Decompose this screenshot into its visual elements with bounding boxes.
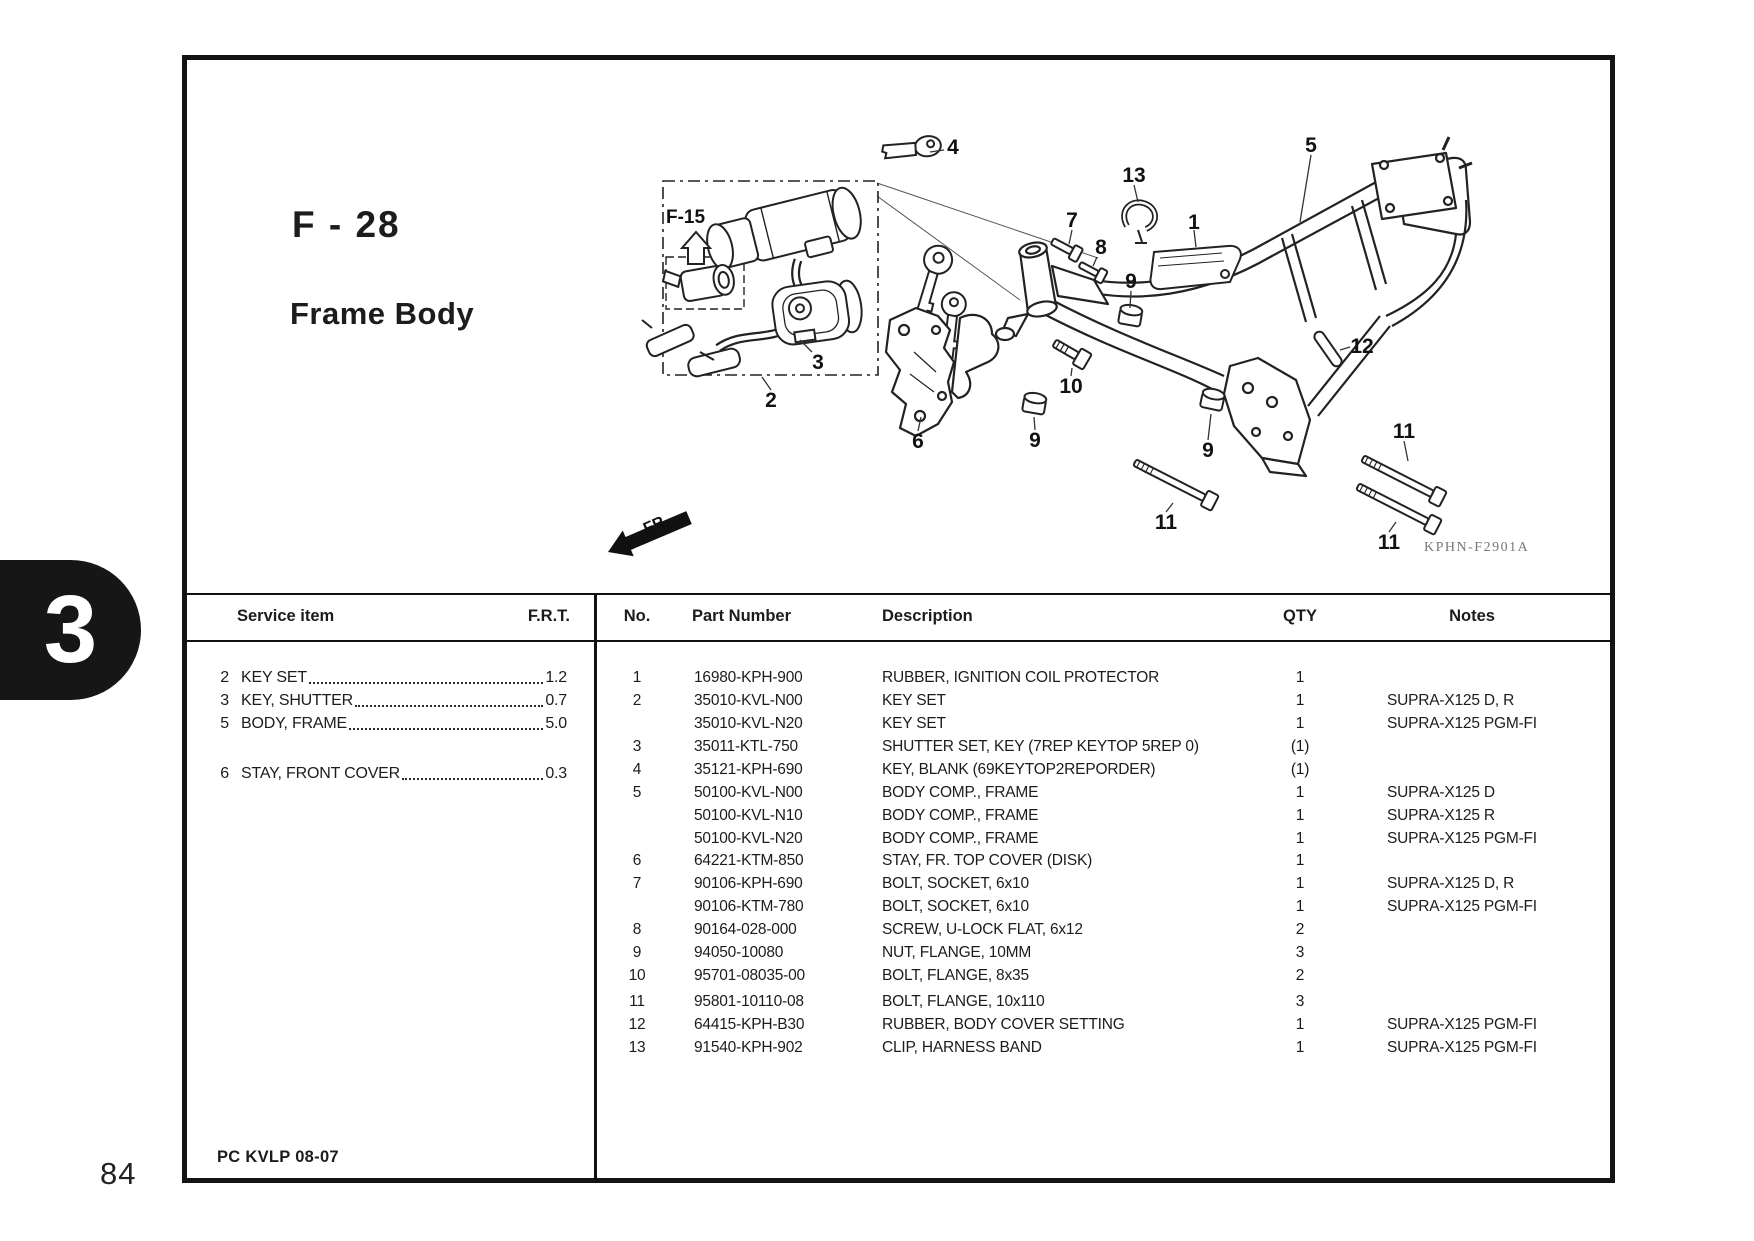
- part-description: KEY SET: [882, 692, 946, 709]
- bolt-10-drawing: [1050, 335, 1092, 370]
- part-notes: SUPRA-X125 D, R: [1387, 692, 1515, 709]
- callout-label: 10: [1059, 375, 1083, 398]
- chapter-tab-number: 3: [43, 576, 98, 683]
- parts-table-row: [0, 1013, 1615, 1036]
- part-qty: 1: [1295, 875, 1305, 892]
- parts-table-row: [0, 872, 1615, 895]
- part-description: BOLT, SOCKET, 6x10: [882, 898, 1029, 915]
- parts-table-row: [0, 735, 1615, 758]
- callout-label: 1: [1188, 211, 1200, 234]
- table-top-rule: [182, 593, 1615, 595]
- part-notes: SUPRA-X125 D: [1387, 784, 1495, 801]
- part-qty: 1: [1295, 1016, 1305, 1033]
- part-notes: SUPRA-X125 PGM-FI: [1387, 715, 1537, 732]
- parts-table-row: [0, 1036, 1615, 1059]
- part-number: 50100-KVL-N10: [694, 807, 803, 824]
- part-number: 35010-KVL-N00: [694, 692, 803, 709]
- wire-connector: [645, 323, 696, 358]
- part-qty: 1: [1295, 898, 1305, 915]
- frame-body-diagram: [590, 80, 1615, 590]
- callout-label: 6: [912, 430, 924, 453]
- part-ref-no: 12: [628, 1016, 646, 1033]
- parts-table-row: [0, 827, 1615, 850]
- service-frt-value: 1.2: [545, 669, 567, 686]
- part-description: SHUTTER SET, KEY (7REP KEYTOP 5REP 0): [882, 738, 1199, 755]
- part-ref-no: 6: [632, 852, 642, 869]
- wire-connector: [687, 347, 742, 378]
- lock-cylinder-drawing: [661, 259, 736, 305]
- part-description: STAY, FR. TOP COVER (DISK): [882, 852, 1093, 869]
- parts-table-row: [0, 781, 1615, 804]
- parts-table-row: [0, 895, 1615, 918]
- part-number: 90106-KPH-690: [694, 875, 803, 892]
- part-description: BODY COMP., FRAME: [882, 807, 1039, 824]
- nut-9-drawing: [1022, 391, 1047, 415]
- service-ref-no: 3: [220, 692, 229, 709]
- shutter-set-illustration: [770, 277, 865, 347]
- callout-leader-line: [1340, 347, 1350, 350]
- ref-box-label: F-15: [666, 207, 706, 228]
- part-ref-no: 5: [632, 784, 642, 801]
- part-number: 35121-KPH-690: [694, 761, 803, 778]
- part-description: BODY COMP., FRAME: [882, 830, 1039, 847]
- part-qty: 1: [1295, 669, 1305, 686]
- part-description: CLIP, HARNESS BAND: [882, 1039, 1042, 1056]
- part-qty: 1: [1295, 692, 1305, 709]
- part-number: 50100-KVL-N20: [694, 830, 803, 847]
- part-qty: (1): [1290, 761, 1310, 778]
- bolt-11-drawing: [1131, 455, 1219, 511]
- stay-bracket-illustration: [886, 308, 998, 436]
- callout-leader-line: [1208, 414, 1211, 440]
- part-qty: 1: [1295, 1039, 1305, 1056]
- parts-table-row: [0, 964, 1615, 987]
- nut-9-drawing: [1200, 387, 1226, 411]
- part-qty: 3: [1295, 944, 1305, 961]
- service-ref-no: 2: [220, 669, 229, 686]
- parts-table-row: [0, 758, 1615, 781]
- part-number: 90164-028-000: [694, 921, 797, 938]
- callout-leader-line: [1300, 155, 1311, 222]
- parts-table-row: [0, 849, 1615, 872]
- part-notes: SUPRA-X125 PGM-FI: [1387, 830, 1537, 847]
- part-qty: 1: [1295, 830, 1305, 847]
- part-description: RUBBER, IGNITION COIL PROTECTOR: [882, 669, 1160, 686]
- part-number: 35011-KTL-750: [694, 738, 798, 755]
- service-item-name: STAY, FRONT COVER: [241, 765, 400, 782]
- parts-table-row: [0, 666, 1615, 689]
- part-notes: SUPRA-X125 PGM-FI: [1387, 898, 1537, 915]
- callout-label: 5: [1305, 134, 1317, 157]
- rubber-protector-1-drawing: [1150, 246, 1240, 289]
- callout-label: 9: [1125, 270, 1137, 293]
- page-title: Frame Body: [290, 296, 475, 331]
- part-number: 94050-10080: [694, 944, 784, 961]
- part-notes: SUPRA-X125 PGM-FI: [1387, 1039, 1537, 1056]
- part-number: 95801-10110-08: [694, 993, 804, 1010]
- part-description: SCREW, U-LOCK FLAT, 6x12: [882, 921, 1083, 938]
- no-header: No.: [623, 607, 651, 625]
- part-ref-no: 9: [632, 944, 642, 961]
- parts-table-row: [0, 689, 1615, 712]
- rubber-12-drawing: [1312, 330, 1343, 369]
- parts-table-row: [0, 941, 1615, 964]
- callout-label: 2: [765, 389, 777, 412]
- callout-label: 13: [1122, 164, 1146, 187]
- fr-label: FR.: [640, 511, 672, 538]
- service-frt-value: 5.0: [545, 715, 567, 732]
- callout-label: 8: [1095, 236, 1107, 259]
- section-code: F - 28: [292, 204, 401, 245]
- part-qty: 1: [1295, 715, 1305, 732]
- part-number: 64415-KPH-B30: [694, 1016, 805, 1033]
- part-qty: 3: [1295, 993, 1305, 1010]
- part-description: BOLT, SOCKET, 6x10: [882, 875, 1029, 892]
- footer-code: PC KVLP 08-07: [217, 1148, 339, 1166]
- callout-label: 4: [947, 136, 959, 159]
- page-number: 84: [100, 1156, 137, 1191]
- callout-label: 7: [1066, 209, 1078, 232]
- service-ref-no: 6: [220, 765, 229, 782]
- qty-header: QTY: [1283, 607, 1317, 625]
- part-ref-no: 13: [628, 1039, 646, 1056]
- part-qty: 1: [1295, 852, 1305, 869]
- callout-label: 3: [812, 351, 824, 374]
- part-description: BOLT, FLANGE, 10x110: [882, 993, 1045, 1010]
- part-ref-no: 11: [629, 993, 645, 1010]
- ref-box: [666, 207, 710, 264]
- part-description: NUT, FLANGE, 10MM: [882, 944, 1032, 961]
- callout-label: 9: [1029, 429, 1041, 452]
- service-item-name: BODY, FRAME: [241, 715, 347, 732]
- part-number: 35010-KVL-N20: [694, 715, 803, 732]
- part-qty: 2: [1295, 967, 1305, 984]
- parts-table-row: [0, 712, 1615, 735]
- frt-header: F.R.T.: [527, 607, 570, 625]
- part-ref-no: 2: [632, 692, 642, 709]
- service-item-name: KEY SET: [241, 669, 307, 686]
- table-header-rule: [182, 640, 1615, 642]
- part-ref-no: 3: [632, 738, 642, 755]
- callout-label: 11: [1392, 420, 1416, 443]
- service-item-name: KEY, SHUTTER: [241, 692, 353, 709]
- clip-13-drawing: [1124, 202, 1155, 243]
- callout-leader-line: [1069, 230, 1072, 244]
- callout-label: 11: [1377, 531, 1401, 554]
- part-qty: 1: [1295, 807, 1305, 824]
- part-notes: SUPRA-X125 R: [1387, 807, 1495, 824]
- parts-table-row: [0, 990, 1615, 1013]
- part-number-header: Part Number: [692, 607, 792, 625]
- part-number: 95701-08035-00: [694, 967, 805, 984]
- part-number: 90106-KTM-780: [694, 898, 804, 915]
- service-item-header: Service item: [237, 607, 335, 625]
- part-description: BOLT, FLANGE, 8x35: [882, 967, 1029, 984]
- part-description: RUBBER, BODY COVER SETTING: [882, 1016, 1125, 1033]
- up-arrow-icon: [682, 232, 710, 264]
- part-qty: 2: [1295, 921, 1305, 938]
- fr-direction-arrow: [603, 505, 695, 565]
- description-header: Description: [882, 607, 973, 625]
- part-description: KEY SET: [882, 715, 946, 732]
- callout-leader-line: [1134, 185, 1138, 202]
- part-description: BODY COMP., FRAME: [882, 784, 1039, 801]
- service-frt-value: 0.7: [545, 692, 567, 709]
- part-description: KEY, BLANK (69KEYTOP2REPORDER): [882, 761, 1156, 778]
- part-qty: (1): [1290, 738, 1310, 755]
- part-notes: SUPRA-X125 PGM-FI: [1387, 1016, 1537, 1033]
- parts-table-row: [0, 804, 1615, 827]
- notes-header: Notes: [1449, 607, 1495, 625]
- part-number: 91540-KPH-902: [694, 1039, 803, 1056]
- part-number: 16980-KPH-900: [694, 669, 803, 686]
- callout-label: 12: [1350, 335, 1374, 358]
- callout-label: 9: [1202, 439, 1214, 462]
- part-ref-no: 10: [628, 967, 646, 984]
- parts-table-row: [0, 918, 1615, 941]
- service-ref-no: 5: [220, 715, 229, 732]
- part-notes: SUPRA-X125 D, R: [1387, 875, 1515, 892]
- part-ref-no: 8: [632, 921, 642, 938]
- part-number: 64221-KTM-850: [694, 852, 804, 869]
- part-ref-no: 1: [632, 669, 642, 686]
- bolt-7-drawing: [1049, 234, 1083, 262]
- callout-label: 11: [1154, 511, 1178, 534]
- part-ref-no: 4: [632, 761, 642, 778]
- part-number: 50100-KVL-N00: [694, 784, 803, 801]
- drawing-code: KPHN-F2901A: [1424, 540, 1530, 555]
- part-ref-no: 7: [632, 875, 642, 892]
- key-blank-illustration: [881, 134, 942, 162]
- service-frt-value: 0.3: [545, 765, 567, 782]
- part-qty: 1: [1295, 784, 1305, 801]
- callout-leader-line: [1404, 441, 1408, 461]
